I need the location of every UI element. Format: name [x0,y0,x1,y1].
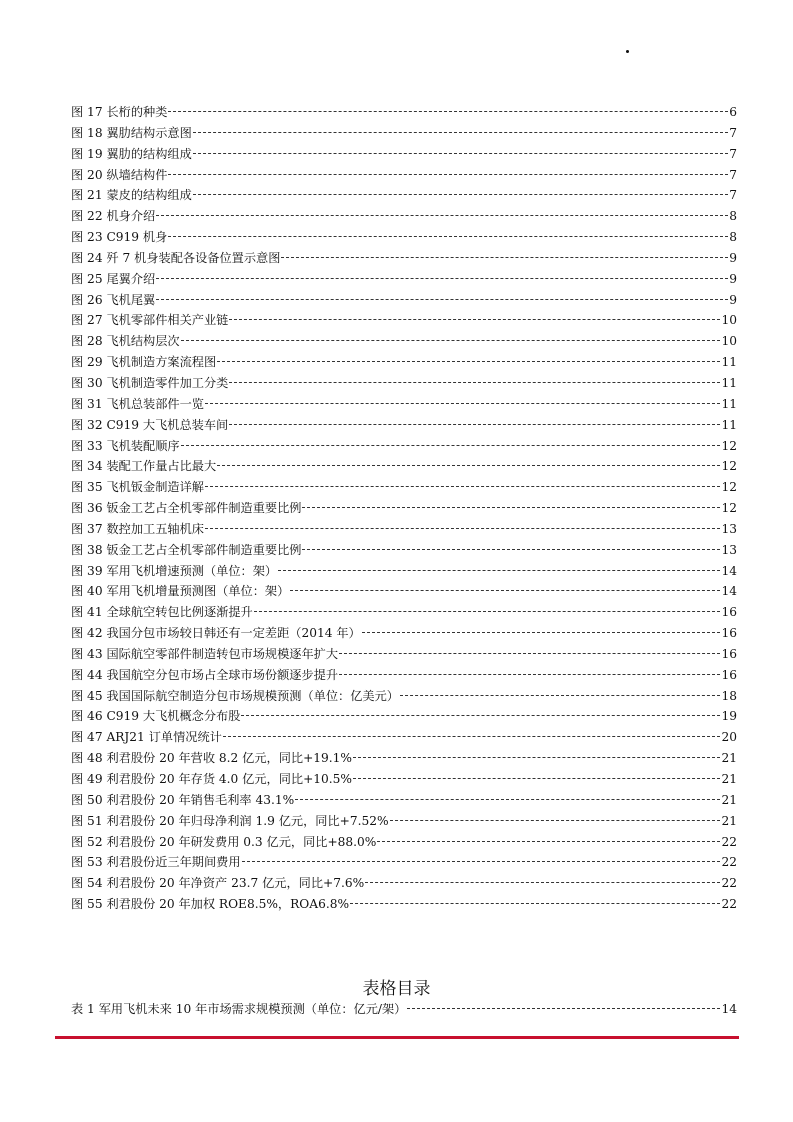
toc-leader [353,764,720,779]
toc-entry-label: 图 47 ARJ21 订单情况统计 [71,730,222,745]
toc-leader [229,410,720,425]
toc-entry-page: 16 [721,626,737,641]
toc-leader [223,722,721,737]
toc-leader [205,514,721,529]
toc-entry-label: 图 35 飞机钣金制造详解 [71,480,204,495]
table-toc-title: 表格目录 [362,979,431,999]
toc-entry-page: 21 [721,792,737,807]
toc-entry-page: 16 [721,646,737,661]
toc-entry-label: 图 50 利君股份 20 年销售毛利率 43.1% [71,792,295,807]
toc-entry-page: 12 [721,501,737,516]
toc-entry[interactable] [71,998,737,1019]
toc-entry-label: 图 32 C919 大飞机总装车间 [71,417,229,432]
toc-leader [365,868,720,883]
toc-entry-label: 图 46 C919 大飞机概念分布股 [71,709,241,724]
toc-entry-page: 21 [721,813,737,828]
toc-leader [377,827,720,842]
toc-entry-page: 10 [721,334,737,349]
toc-entry-label: 图 28 飞机结构层次 [71,334,180,349]
toc-entry-label: 图 29 飞机制造方案流程图 [71,355,217,370]
toc-entry-label: 图 53 利君股份近三年期间费用 [71,855,241,870]
toc-entry-page: 7 [729,146,737,161]
toc-entry-label: 图 20 纵墙结构件 [71,167,168,182]
toc-entry-page: 13 [721,542,737,557]
toc-leader [156,201,728,216]
toc-entry-label: 图 24 歼 7 机身装配各设备位置示意图 [71,250,281,265]
toc-entry-page: 11 [721,355,737,370]
toc-entry-page: 12 [721,438,737,453]
toc-entry-page: 14 [721,563,737,578]
toc-entry-label: 图 36 钣金工艺占全机零部件制造重要比例 [71,501,302,516]
toc-entry-label: 图 21 蒙皮的结构组成 [71,188,192,203]
toc-entry-label: 图 33 飞机装配顺序 [71,438,180,453]
toc-leader [156,285,728,300]
toc-entry-label: 图 41 全球航空转包比例逐渐提升 [71,605,253,620]
toc-entry-page: 13 [721,521,737,536]
toc-leader [390,806,721,821]
toc-leader [362,618,721,633]
toc-entry-label: 图 37 数控加工五轴机床 [71,521,204,536]
toc-entry-label: 表 1 军用飞机未来 10 年市场需求规模预测（单位：亿元/架） [71,1002,407,1016]
toc-entry-label: 图 55 利君股份 20 年加权 ROE8.5%，ROA6.8% [71,897,350,912]
toc-leader [339,639,720,654]
toc-entry-label: 图 45 我国国际航空制造分包市场规模预测（单位：亿美元） [71,688,399,703]
table-toc-list [71,998,737,1019]
toc-entry-label: 图 34 装配工作量占比最大 [71,459,217,474]
toc-entry-page: 12 [721,459,737,474]
toc-leader [193,118,728,133]
toc-entry-page: 11 [721,375,737,390]
toc-entry-page: 19 [721,709,737,724]
toc-leader [217,347,720,362]
toc-entry-label: 图 52 利君股份 20 年研发费用 0.3 亿元，同比+88.0% [71,834,377,849]
toc-entry-label: 图 25 尾翼介绍 [71,271,156,286]
toc-entry-label: 图 31 飞机总装部件一览 [71,396,204,411]
toc-entry-page: 7 [729,125,737,140]
toc-leader [168,97,728,112]
toc-entry-label: 图 48 利君股份 20 年营收 8.2 亿元，同比+19.1% [71,751,353,766]
toc-entry[interactable] [71,893,737,914]
toc-entry-page: 22 [721,876,737,891]
toc-entry-page: 20 [721,730,737,745]
toc-entry-page: 11 [721,396,737,411]
toc-leader [168,222,728,237]
toc-leader [229,368,720,383]
toc-leader [290,576,720,591]
toc-entry-label: 图 49 利君股份 20 年存货 4.0 亿元，同比+10.5% [71,772,353,786]
toc-entry-page: 6 [729,105,737,119]
toc-entry-page: 8 [729,230,737,245]
figure-toc-list [71,101,737,914]
toc-entry-page: 18 [721,688,737,703]
toc-entry-label: 图 40 军用飞机增量预测图（单位：架） [71,584,290,599]
toc-leader [241,701,720,716]
toc-entry-page: 12 [721,480,737,495]
toc-leader [302,493,720,508]
toc-entry-page: 14 [721,584,737,599]
toc-entry-page: 16 [721,605,737,620]
toc-entry-label: 图 18 翼肋结构示意图 [71,125,192,140]
toc-leader [181,326,721,341]
toc-entry-page: 22 [721,834,737,849]
toc-leader [205,472,721,487]
toc-entry-page: 8 [729,209,737,224]
toc-entry-page: 9 [729,271,737,286]
toc-entry-page: 7 [729,188,737,203]
toc-leader [353,743,720,758]
toc-leader [339,660,720,675]
toc-entry-label: 图 19 翼肋的结构组成 [71,146,192,161]
toc-leader [400,681,721,696]
toc-leader [156,264,728,279]
toc-entry-page: 21 [721,751,737,766]
toc-entry-page: 16 [721,667,737,682]
toc-entry-label: 图 51 利君股份 20 年归母净利润 1.9 亿元，同比+7.52% [71,813,389,828]
toc-leader [302,535,720,550]
toc-entry-label: 图 23 C919 机身 [71,230,168,245]
toc-entry-page: 11 [721,417,737,432]
toc-leader [281,243,728,258]
toc-entry-label: 图 17 长桁的种类 [71,105,168,119]
toc-entry-label: 图 44 我国航空分包市场占全球市场份额逐步提升 [71,667,339,682]
toc-leader [295,785,720,800]
toc-leader [278,556,720,571]
toc-entry-label: 图 26 飞机尾翼 [71,292,156,307]
toc-leader [217,451,720,466]
toc-entry-page: 10 [721,313,737,328]
toc-entry-label: 图 22 机身介绍 [71,209,156,224]
toc-leader [229,305,720,320]
toc-leader [350,889,720,904]
toc-entry-page: 14 [721,1002,737,1016]
toc-entry-label: 图 38 钣金工艺占全机零部件制造重要比例 [71,542,302,557]
toc-leader [407,994,720,1009]
toc-leader [242,847,721,862]
toc-entry-page: 9 [729,250,737,265]
toc-entry-page: 22 [721,897,737,912]
toc-leader [168,160,728,175]
toc-entry-page: 9 [729,292,737,307]
toc-leader [181,431,721,446]
toc-entry-label: 图 30 飞机制造零件加工分类 [71,375,229,390]
toc-leader [254,597,721,612]
header-dot [626,50,629,53]
toc-leader [205,389,721,404]
toc-entry-page: 21 [721,772,737,786]
toc-entry-label: 图 42 我国分包市场较日韩还有一定差距（2014 年） [71,626,361,641]
footer-rule [55,1036,739,1039]
toc-entry-label: 图 27 飞机零部件相关产业链 [71,313,229,328]
toc-entry-label: 图 54 利君股份 20 年净资产 23.7 亿元，同比+7.6% [71,876,365,891]
toc-leader [193,180,728,195]
toc-leader [193,139,728,154]
toc-entry-label: 图 39 军用飞机增速预测（单位：架） [71,563,278,578]
toc-entry-label: 图 43 国际航空零部件制造转包市场规模逐年扩大 [71,646,339,661]
toc-entry-page: 7 [729,167,737,182]
toc-entry-page: 22 [721,855,737,870]
